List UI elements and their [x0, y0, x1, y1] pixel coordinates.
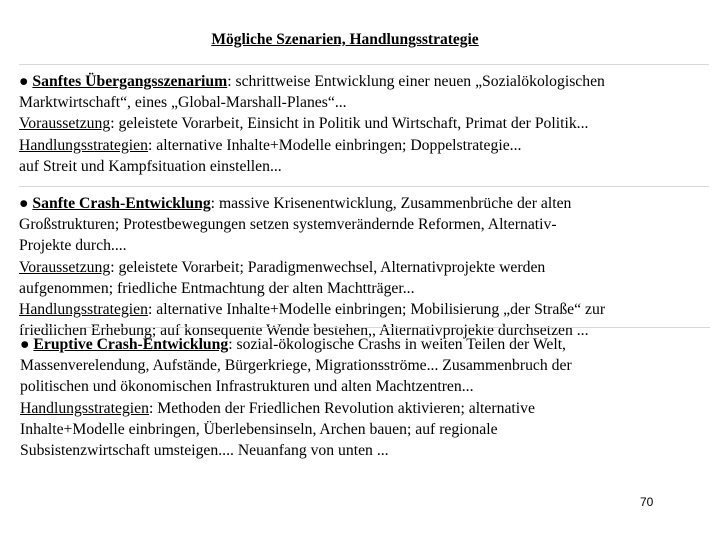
strategy-continuation-line: Inhalte+Modelle einbringen, Überlebensinseln, Archen bauen; auf regionale: [20, 420, 498, 438]
scenario-heading-line: [19, 193, 709, 214]
scenario-section: [19, 64, 709, 177]
bullet-icon: ●: [20, 336, 30, 353]
bullet-icon: ●: [19, 73, 29, 90]
prerequisite-label: Voraussetzung: [19, 258, 111, 276]
scenario-description-line: Großstrukturen; Protestbewegungen setzen systemverändernde Reformen, Alternativ-: [19, 216, 557, 234]
strategy-label: Handlungsstrategien: [20, 399, 149, 417]
scenario-summary: : sozial-ökologische Crashs in weiten Teilen der Welt,: [228, 336, 566, 353]
prerequisite-continuation-line: aufgenommen; friedliche Entmachtung der alten Machtträger...: [19, 279, 415, 297]
strategy-text: : Methoden der Friedlichen Revolution aktivieren; alternative: [148, 399, 535, 417]
scenario-section: [19, 186, 709, 341]
strategy-text: : alternative Inhalte+Modelle einbringen; Doppelstrategie...: [147, 136, 522, 154]
scenario-description-line: Projekte durch....: [19, 237, 127, 255]
page-title: Mögliche Szenarien, Handlungsstrategie: [211, 31, 479, 48]
prerequisite-text: : geleistete Vorarbeit; Paradigmenwechsel, Alternativprojekte werden: [110, 258, 546, 276]
prerequisite-line: [19, 113, 709, 134]
strategy-line: [19, 135, 709, 156]
strategy-text: : alternative Inhalte+Modelle einbringen; Mobilisierung „der Straße“ zur: [147, 301, 606, 319]
strategy-continuation-line: Subsistenzwirtschaft umsteigen.... Neuanfang von unten ...: [20, 442, 389, 460]
scenario-description-line: politischen und ökonomischen Infrastrukturen und alten Machtzentren...: [20, 378, 474, 396]
prerequisite-line: [19, 257, 709, 278]
scenario-summary: : massive Krisenentwicklung, Zusammenbrüche der alten: [210, 195, 572, 212]
prerequisite-text: : geleistete Vorarbeit, Einsicht in Politik und Wirtschaft, Primat der Politik...: [110, 115, 589, 133]
scenario-heading-line: [19, 71, 709, 92]
page-number: 70: [640, 495, 654, 509]
scenario-description-line: Massenverelendung, Aufstände, Bürgerkriege, Migrationsströme... Zusammenbruch der: [20, 357, 572, 375]
scenario-description-line: Marktwirtschaft“, eines „Global-Marshall-Planes“...: [19, 94, 347, 112]
scenario-heading-line: [20, 334, 710, 355]
scenario-summary: : schrittweise Entwicklung einer neuen „Sozialökologischen: [227, 73, 605, 90]
strategy-continuation-line: friedlichen Erhebung; auf konsequente Wende bestehen,, Alternativprojekte durchsetzen ...: [19, 322, 589, 340]
scenario-title: Sanftes Übergangsszenarium: [32, 73, 228, 90]
strategy-label: Handlungsstrategien: [19, 136, 148, 154]
bullet-icon: ●: [19, 195, 29, 212]
scenario-title: Eruptive Crash-Entwicklung: [33, 336, 229, 353]
strategy-label: Handlungsstrategien: [19, 301, 148, 319]
scenario-section: [20, 327, 710, 461]
prerequisite-label: Voraussetzung: [19, 115, 111, 133]
strategy-line: [19, 299, 709, 320]
strategy-line: [20, 398, 710, 419]
scenario-title: Sanfte Crash-Entwicklung: [32, 195, 211, 212]
strategy-continuation-line: auf Streit und Kampfsituation einstellen...: [19, 157, 282, 175]
